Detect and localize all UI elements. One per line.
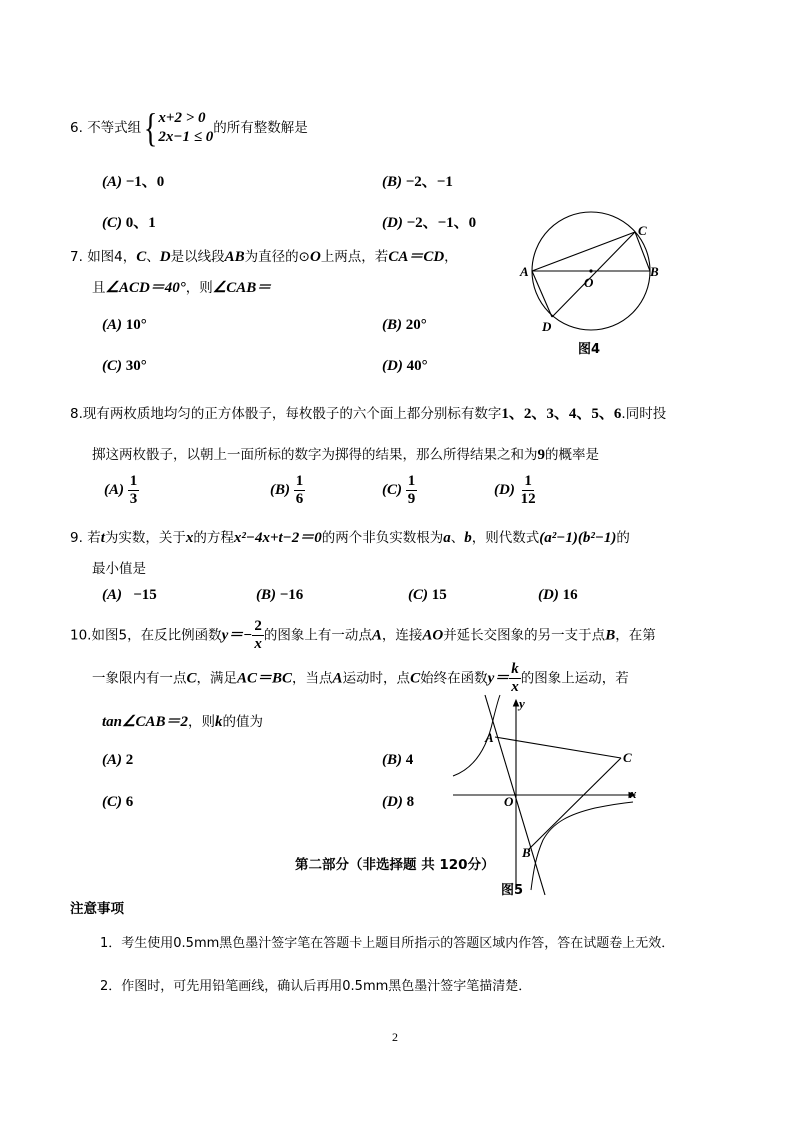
- fig5-label-o: O: [504, 794, 514, 809]
- q10-stem-line3: tan∠CAB＝2，则k的值为: [102, 714, 263, 730]
- q7-option-a[interactable]: (A) 10°: [102, 317, 147, 333]
- q6-stem: [70, 105, 308, 150]
- fig5-label-b: B: [522, 845, 531, 860]
- q8-number: 8.: [70, 406, 83, 422]
- q6-option-b[interactable]: (B) −2、−1: [382, 174, 453, 190]
- q9-option-d[interactable]: (D) 16: [538, 587, 578, 603]
- q6-prefix: 不等式组: [87, 120, 142, 136]
- q10-stem-line1: 10.如图5，在反比例函数y＝− $\frac{2}{x}$ 的图象上有一动点A，连接AO并延长交图象的另一支于点B，在第: [70, 618, 656, 652]
- q8-stem-line2: 掷这两枚骰子，以朝上一面所标的数字为掷得的结果，那么所得结果之和为9的概率是: [92, 447, 599, 463]
- fig5-label-y: y: [519, 696, 525, 711]
- fig5-curve-neg-lower: [531, 802, 633, 890]
- q8-option-c[interactable]: (C) $\frac{1}{9}$: [382, 473, 416, 507]
- q7-option-b[interactable]: (B) 20°: [382, 317, 427, 333]
- q6-option-c[interactable]: (C) 0、1: [102, 215, 156, 231]
- notes-heading: 注意事项: [70, 901, 124, 917]
- q6-number: 6.: [70, 120, 83, 136]
- q10-option-c[interactable]: (C) 6: [102, 794, 134, 810]
- q8-option-a[interactable]: (A) $\frac{1}{3}$: [104, 473, 138, 507]
- figure-4: [510, 205, 670, 365]
- q9-stem-line1: 9. 若t为实数，关于x的方程x²−4x+t−2＝0的两个非负实数根为a、b，则代数式(a²−1)(b²−1)的: [70, 530, 630, 546]
- q10-option-b[interactable]: (B) 4: [382, 752, 414, 768]
- q9-stem-line2: 最小值是: [92, 561, 146, 577]
- q8-stem-line1: 8.现有两枚质地均匀的正方体骰子，每枚骰子的六个面上都分别标有数字1、2、3、4、5、6.同时投: [70, 406, 667, 422]
- fig4-chord-dc: [552, 232, 635, 317]
- q6-suffix: 的所有整数解是: [213, 120, 308, 136]
- q6-eq1: x+2 > 0: [158, 110, 206, 126]
- q6-brace: {: [144, 105, 158, 150]
- fig5-label-a: A: [485, 730, 494, 745]
- fig4-chord-ad: [532, 271, 552, 317]
- fig5-label-x: x: [630, 786, 637, 801]
- q6-eq2: 2x−1 ≤ 0: [158, 129, 214, 145]
- fig5-curve-k: [527, 786, 595, 890]
- q10-func2-fraction: $\frac{k}{x}$: [511, 661, 519, 695]
- note-item-2: 2．作图时，可先用铅笔画线，确认后再用0.5mm黑色墨汁签字笔描清楚．: [100, 979, 532, 994]
- page-number: 2: [392, 1030, 398, 1044]
- q8-option-b[interactable]: (B) $\frac{1}{6}$: [270, 473, 304, 507]
- fig4-label-o: O: [584, 275, 594, 290]
- q6-system: [158, 109, 213, 147]
- q7-stem-line1: 7. 如图4，C、D是以线段AB为直径的⊙O上两点，若CA＝CD，: [70, 249, 458, 265]
- q9-number: 9.: [70, 530, 83, 546]
- q9-option-c[interactable]: (C) 15: [408, 587, 447, 603]
- q10-option-a[interactable]: (A) 2: [102, 752, 134, 768]
- fig4-label-b: B: [650, 264, 659, 279]
- fig4-label-d: D: [542, 319, 552, 334]
- q7-option-d[interactable]: (D) 40°: [382, 358, 428, 374]
- q10-number: 10.: [70, 627, 92, 644]
- q7-number: 7.: [70, 249, 83, 265]
- fig4-chord-ac: [532, 232, 635, 271]
- fig4-center-dot: [589, 269, 592, 272]
- q6-option-a[interactable]: (A) −1、0: [102, 174, 165, 190]
- part2-title: 第二部分（非选择题 共 120分）: [295, 857, 495, 873]
- fig4-caption: 图4: [578, 342, 601, 357]
- fig4-label-c: C: [638, 223, 647, 238]
- q10-stem-line2: 一象限内有一点C，满足AC＝BC，当点A运动时，点C始终在函数y＝ $\frac{k}{x}$ 的图象上运动，若: [92, 661, 629, 695]
- q10-func1-fraction: $\frac{2}{x}$: [254, 618, 262, 652]
- fig5-segment-cb: [528, 758, 621, 850]
- fig4-label-a: A: [520, 264, 529, 279]
- q6-option-d[interactable]: (D) −2、−1、0: [382, 215, 477, 231]
- q7-stem-line2: 且∠ACD＝40°，则∠CAB＝: [92, 280, 272, 296]
- fig5-segment-ac: [495, 737, 621, 758]
- fig5-label-c: C: [623, 750, 632, 765]
- q9-option-a[interactable]: (A) −15: [102, 587, 157, 603]
- q8-option-d[interactable]: (D) $\frac{1}{12}$: [494, 473, 536, 507]
- q10-option-d[interactable]: (D) 8: [382, 794, 415, 810]
- q7-option-c[interactable]: (C) 30°: [102, 358, 147, 374]
- note-item-1: 1．考生使用0.5mm黑色墨汁签字笔在答题卡上题目所指示的答题区域内作答，答在试题卷上无效．: [100, 936, 675, 951]
- q9-option-b[interactable]: (B) −16: [256, 587, 304, 603]
- fig5-caption: 图5: [501, 883, 524, 898]
